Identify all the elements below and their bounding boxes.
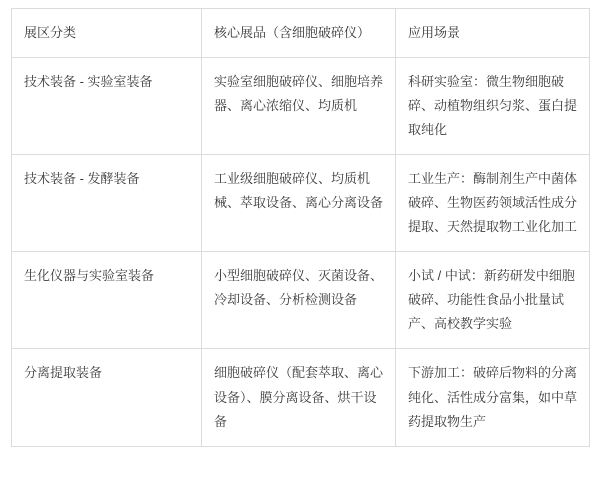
cell-category bbox=[12, 252, 202, 349]
table-row bbox=[12, 58, 590, 155]
cell-exhibits bbox=[202, 58, 396, 155]
cell-category-text: 生化仪器与实验室装备 bbox=[24, 268, 155, 284]
cell-category bbox=[12, 155, 202, 252]
table-row bbox=[12, 349, 590, 446]
cell-scenarios-text: 小试 / 中试：新药研发中细胞破碎、功能性食品小批量试产、高校教学实验 bbox=[408, 268, 575, 332]
cell-scenarios bbox=[396, 58, 590, 155]
cell-category bbox=[12, 58, 202, 155]
cell-scenarios bbox=[396, 349, 590, 446]
cell-exhibits bbox=[202, 252, 396, 349]
column-header-category-text: 展区分类 bbox=[24, 25, 77, 40]
column-header-scenarios-text: 应用场景 bbox=[408, 25, 461, 40]
column-header-category bbox=[12, 9, 202, 58]
cell-category-text: 技术装备 - 实验室装备 bbox=[24, 74, 153, 90]
cell-exhibits bbox=[202, 349, 396, 446]
cell-scenarios bbox=[396, 252, 590, 349]
table-header-row bbox=[12, 9, 590, 58]
table-row bbox=[12, 252, 590, 349]
column-header-scenarios bbox=[396, 9, 590, 58]
cell-category bbox=[12, 349, 202, 446]
table-row bbox=[12, 155, 590, 252]
cell-category-text: 分离提取装备 bbox=[24, 365, 103, 381]
exhibit-table bbox=[11, 8, 590, 447]
cell-scenarios-text: 科研实验室：微生物细胞破碎、动植物组织匀浆、蛋白提取纯化 bbox=[408, 74, 578, 138]
cell-exhibits-text: 小型细胞破碎仪、灭菌设备、冷却设备、分析检测设备 bbox=[214, 268, 384, 308]
cell-category-text: 技术装备 - 发酵装备 bbox=[24, 171, 140, 187]
column-header-exhibits bbox=[202, 9, 396, 58]
cell-scenarios bbox=[396, 155, 590, 252]
cell-exhibits-text: 工业级细胞破碎仪、均质机械、萃取设备、离心分离设备 bbox=[214, 171, 384, 211]
cell-exhibits bbox=[202, 155, 396, 252]
cell-scenarios-text: 工业生产：酶制剂生产中菌体破碎、生物医药领域活性成分提取、天然提取物工业化加工 bbox=[408, 171, 578, 235]
cell-exhibits-text: 实验室细胞破碎仪、细胞培养器、离心浓缩仪、均质机 bbox=[214, 74, 384, 114]
cell-scenarios-text: 下游加工：破碎后物料的分离纯化、活性成分富集，如中草药提取物生产 bbox=[408, 365, 578, 429]
exhibit-table-container bbox=[0, 8, 601, 447]
cell-exhibits-text: 细胞破碎仪（配套萃取、离心设备）、膜分离设备、烘干设备 bbox=[214, 365, 384, 429]
column-header-exhibits-text: 核心展品（含细胞破碎仪） bbox=[214, 25, 371, 40]
